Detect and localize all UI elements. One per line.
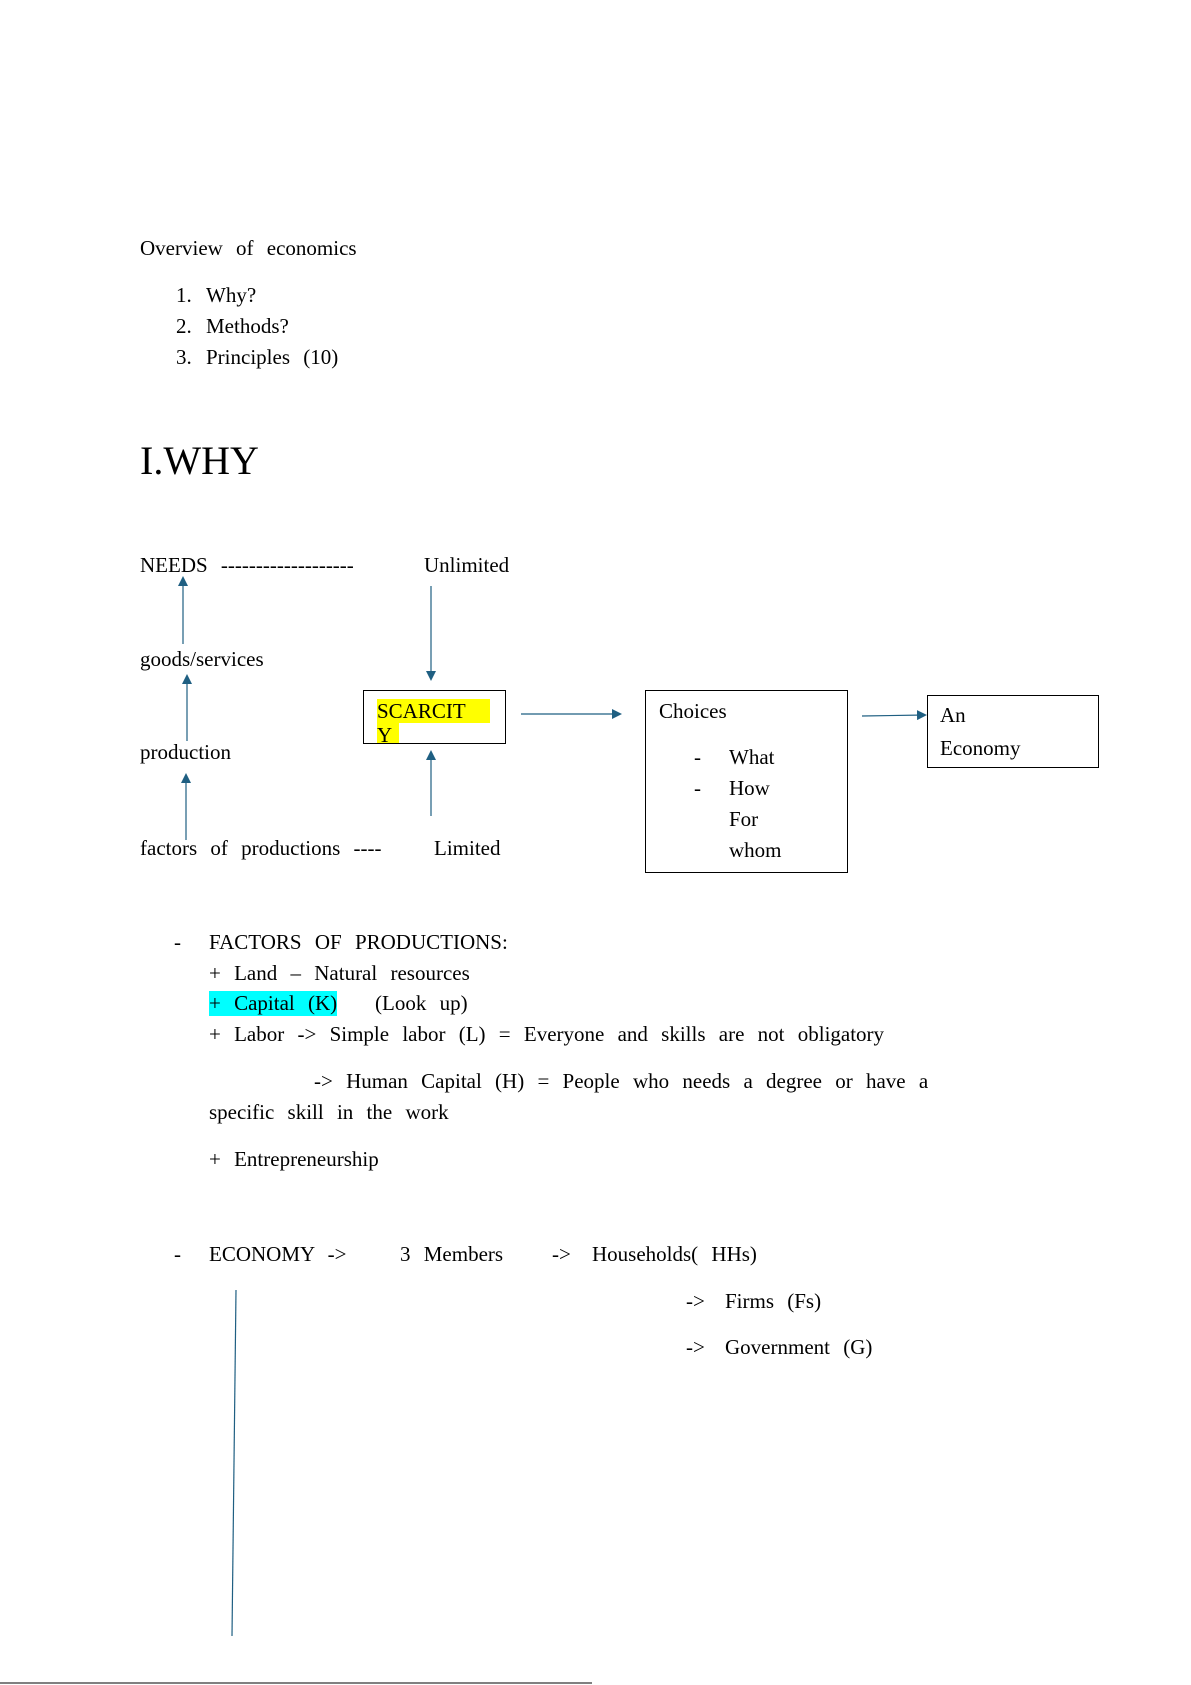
outline-item-3: Principles (10) [206, 345, 339, 369]
choices-item-for: For [729, 807, 759, 831]
factor-entrepreneurship: + Entrepreneurship [209, 1147, 379, 1171]
document-title: Overview of economics [140, 236, 357, 260]
factor-labor: + Labor -> Simple labor (L) = Everyone and skills are not obligatory [209, 1022, 885, 1046]
economy-arrow-households: -> [552, 1242, 571, 1266]
unlimited-label: Unlimited [424, 553, 510, 577]
factor-human-capital-line2: specific skill in the work [209, 1100, 449, 1124]
limited-label: Limited [434, 836, 501, 860]
factor-human-capital-line1: -> Human Capital (H) = People who needs a degree or have a [314, 1069, 929, 1093]
economy-line: ECONOMY -> [209, 1242, 347, 1266]
needs-label: NEEDS ------------------- [140, 553, 354, 577]
outline-number-2: 2. [176, 314, 192, 338]
choices-item-whom: whom [729, 838, 782, 862]
economy-box-line1: An [940, 703, 966, 727]
choices-item-what: What [729, 745, 775, 769]
economy-box-line2: Economy [940, 736, 1021, 760]
economy-members: 3 Members [400, 1242, 504, 1266]
section-heading: I.WHY [140, 438, 259, 483]
outline-number-3: 3. [176, 345, 192, 369]
factor-capital: + Capital (K) [209, 991, 338, 1015]
production-label: production [140, 740, 231, 764]
choices-title: Choices [659, 699, 727, 723]
scarcity-overflow-label: Y [377, 723, 393, 743]
goods-services-label: goods/services [140, 647, 264, 671]
economy-arrow-firms: -> [686, 1289, 705, 1313]
economy-government: Government (G) [725, 1335, 873, 1359]
factors-label: factors of productions ---- [140, 836, 382, 860]
outline-number-1: 1. [176, 283, 192, 307]
economy-vertical-line [232, 1290, 236, 1636]
arrow-choices-to-economy [862, 715, 925, 716]
choices-bullet-1: - [694, 745, 701, 769]
factors-dash: - [174, 930, 181, 954]
economy-dash: - [174, 1242, 181, 1266]
scarcity-label: SCARCIT [377, 699, 466, 723]
economy-arrow-government: -> [686, 1335, 705, 1359]
choices-item-how: How [729, 776, 770, 800]
outline-item-1: Why? [206, 283, 257, 307]
outline-item-2: Methods? [206, 314, 289, 338]
choices-bullet-2: - [694, 776, 701, 800]
factor-capital-note: (Look up) [375, 991, 468, 1015]
factors-heading: FACTORS OF PRODUCTIONS: [209, 930, 508, 954]
economy-firms: Firms (Fs) [725, 1289, 822, 1313]
economy-households: Households( HHs) [592, 1242, 757, 1266]
factor-land: + Land – Natural resources [209, 961, 470, 985]
